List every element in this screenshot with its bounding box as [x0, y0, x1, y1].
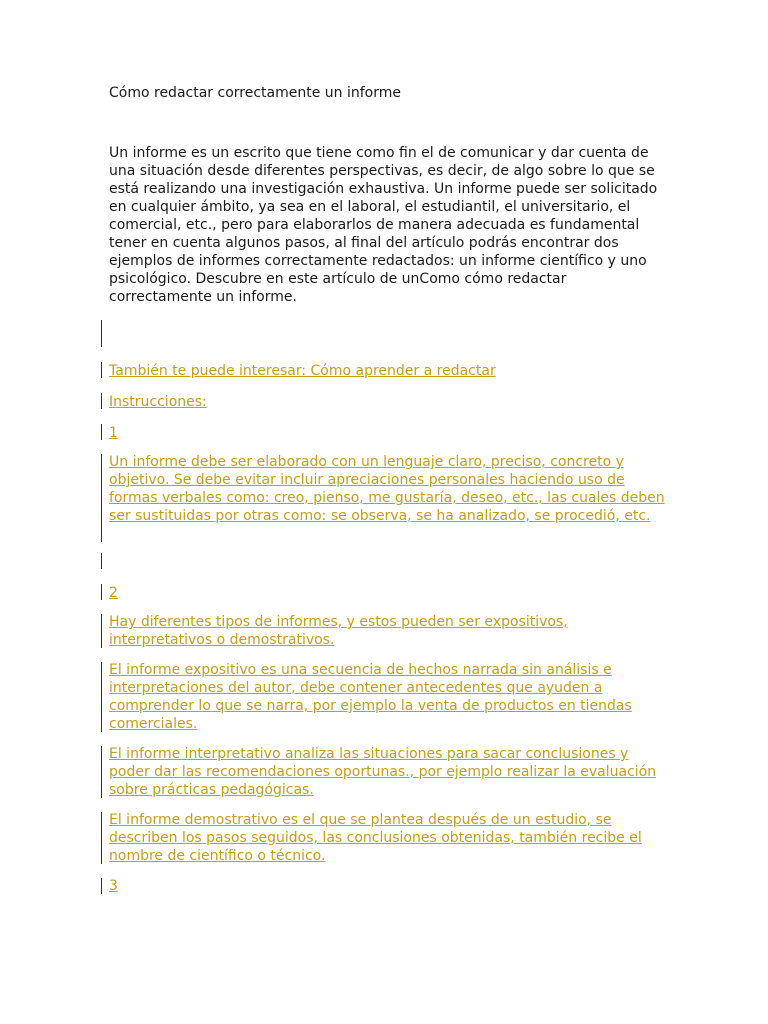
interpretativo-text-block	[109, 745, 669, 799]
expositivo-text-block	[109, 661, 669, 733]
step3-number-link[interactable]: 3	[109, 878, 118, 894]
link-marker-step2	[101, 584, 102, 600]
link-marker-step3	[101, 878, 102, 894]
empty-link-marker	[101, 553, 102, 569]
step2-text-link[interactable]: Hay diferentes tipos de informes, y estos pueden ser expositivos, interpretativos o demostrativos.	[109, 614, 568, 648]
step1-text-block	[109, 453, 669, 525]
instructions-link-block	[109, 393, 669, 411]
step1-number-link[interactable]: 1	[109, 425, 118, 441]
step2-text-block	[109, 613, 669, 649]
related-article-link[interactable]: También te puede interesar: Cómo aprender a redactar	[109, 363, 496, 379]
intro-paragraph: Un informe es un escrito que tiene como fin el de comunicar y dar cuenta de una situación desde diferentes perspectivas, es decir, de algo sobre lo que se está realizando una investigación exhaustiva. Un informe puede ser solicitado en cualquier ámbito, ya sea en el laboral, el estudiantil, el universitario, el comercial, etc., pero para elaborarlos de manera adecuada es fundamental tener en cuenta algunos pasos, al final del artículo podrás encontrar dos ejemplos de informes correctamente redactados: un informe científico y uno psicológico. Descubre en este artículo de unComo cómo redactar correctamente un informe.	[109, 145, 658, 305]
related-link-block	[109, 362, 669, 380]
instructions-link[interactable]: Instrucciones:	[109, 394, 207, 410]
link-marker-related	[101, 362, 102, 378]
step2-number-link[interactable]: 2	[109, 585, 118, 601]
link-marker-step1-text	[101, 454, 102, 542]
empty-paragraph-marker	[101, 320, 102, 347]
demostrativo-text-block	[109, 811, 669, 865]
document-title: Cómo redactar correctamente un informe	[109, 85, 401, 101]
step2-link-block	[109, 584, 669, 602]
step1-link-block	[109, 424, 669, 442]
link-marker-step2-text	[101, 614, 102, 648]
step1-text-link[interactable]: Un informe debe ser elaborado con un lenguaje claro, preciso, concreto y objetivo. Se debe evitar incluir apreciaciones personales haciendo uso de formas verbales como: creo, pienso, me gustaría, deseo, etc., las cuales deben ser sustituidas por otras como: se observa, se ha analizado, se procedió, etc.	[109, 454, 665, 524]
link-marker-demostrativo	[101, 812, 102, 864]
link-marker-expositivo	[101, 662, 102, 732]
interpretativo-link[interactable]: El informe interpretativo analiza las situaciones para sacar conclusiones y poder dar las recomendaciones oportunas., por ejemplo realizar la evaluación sobre prácticas pedagógicas.	[109, 746, 657, 798]
link-marker-instructions	[101, 393, 102, 409]
link-marker-step1	[101, 424, 102, 440]
step3-link-block	[109, 877, 669, 895]
demostrativo-link[interactable]: El informe demostrativo es el que se plantea después de un estudio, se describen los pasos seguidos, las conclusiones obtenidas, también recibe el nombre de científico o técnico.	[109, 812, 642, 864]
expositivo-link[interactable]: El informe expositivo es una secuencia de hechos narrada sin análisis e interpretaciones del autor, debe contener antecedentes que ayuden a comprender lo que se narra, por ejemplo la venta de productos en tiendas comerciales.	[109, 662, 632, 732]
link-marker-interpretativo	[101, 746, 102, 798]
